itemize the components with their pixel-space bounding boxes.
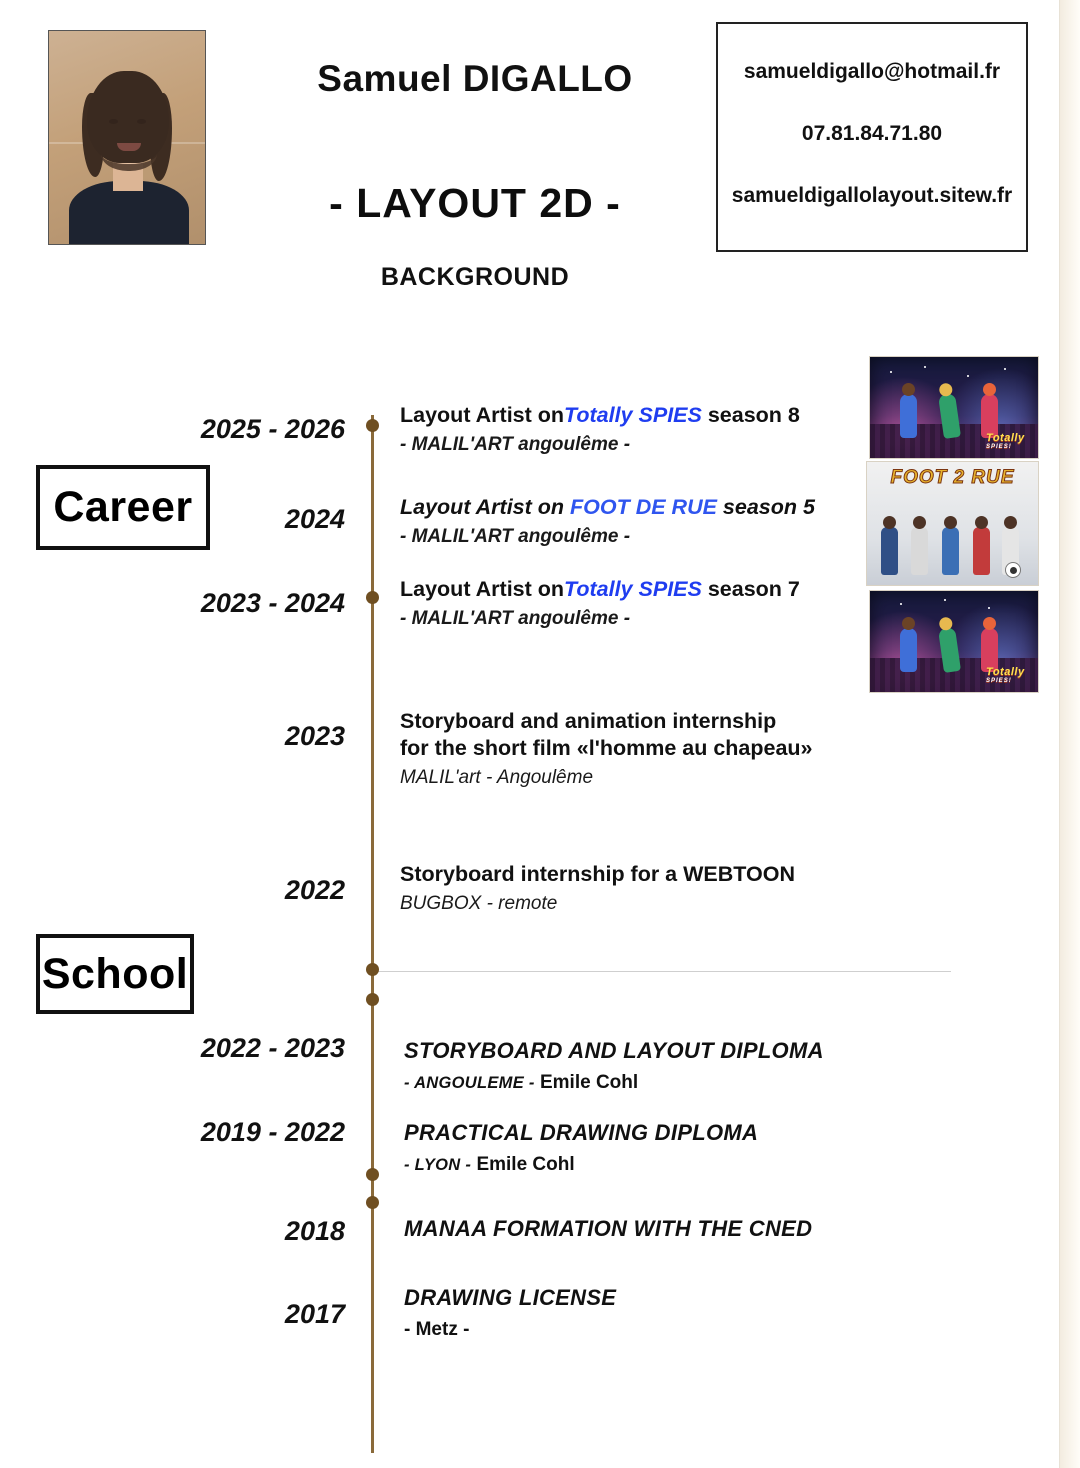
school-divider — [378, 971, 951, 972]
career-entry-title — [400, 576, 870, 603]
career-entry — [400, 494, 870, 548]
contact-box — [716, 22, 1028, 252]
school-entry — [404, 1038, 964, 1094]
foot-character — [942, 527, 959, 575]
career-year: 2022 — [284, 875, 345, 905]
school-year: 2019 - 2022 — [200, 1117, 345, 1147]
page-edge — [1060, 0, 1080, 1468]
contact-email[interactable]: samueldigallo@hotmail.fr — [743, 60, 1001, 83]
career-entry-title-show: Totally SPIES — [564, 403, 702, 427]
foot-character — [911, 527, 928, 575]
school-place: - Metz - — [404, 1319, 470, 1340]
career-year: 2024 — [284, 504, 345, 534]
career-entry-title-pre: Layout Artist on — [400, 495, 571, 519]
spies-logo-text: Totally — [986, 665, 1025, 678]
career-entry-title-pre: Layout Artist on — [400, 403, 565, 427]
school-place-name: Emile Cohl — [471, 1154, 575, 1175]
career-entry-title — [400, 494, 870, 521]
career-entry-studio: MALIL'art - Angoulême — [400, 766, 594, 788]
career-entry-studio: - MALIL'ART angoulême - — [400, 525, 631, 547]
school-year: 2018 — [284, 1216, 345, 1246]
career-entry — [400, 861, 920, 915]
soccer-ball-icon — [1005, 562, 1021, 578]
school-diploma: STORYBOARD AND LAYOUT DIPLOMA — [404, 1038, 824, 1063]
spies-artwork — [870, 357, 1038, 458]
spies-character — [900, 394, 917, 438]
school-entry — [404, 1216, 964, 1242]
photo-beard — [101, 135, 157, 171]
school-year: 2022 - 2023 — [200, 1033, 345, 1063]
job-title: - LAYOUT 2D - — [329, 180, 621, 226]
career-entry — [400, 576, 870, 630]
photo-eye-left — [109, 119, 118, 124]
avatar — [48, 30, 206, 245]
foot-de-rue-thumbnail — [866, 461, 1039, 586]
career-entry — [400, 708, 900, 789]
school-place-city: - LYON - — [404, 1156, 472, 1174]
career-entry-title-pre: Layout Artist on — [400, 577, 565, 601]
spies-character — [900, 628, 917, 672]
timeline-axis — [371, 415, 374, 1453]
totally-spies-season-8-thumbnail — [869, 356, 1039, 459]
spies-logo-subtext: SPIES! — [986, 677, 1012, 684]
spies-logo — [986, 666, 1025, 684]
photo-eye-right — [137, 119, 146, 124]
career-entry-title: Storyboard internship for a WEBTOON — [400, 862, 795, 886]
spies-logo — [986, 432, 1025, 450]
school-place — [404, 1072, 964, 1094]
page-title: Samuel DIGALLO — [317, 58, 633, 99]
career-entry-studio: BUGBOX - remote — [400, 892, 558, 914]
job-subtitle: BACKGROUND — [380, 263, 570, 291]
career-entry-title-post: season 8 — [701, 403, 800, 427]
contact-phone[interactable]: 07.81.84.71.80 — [801, 122, 943, 145]
timeline-dot — [366, 1168, 379, 1181]
career-entry-studio: - MALIL'ART angoulême - — [400, 433, 631, 455]
school-place — [404, 1154, 964, 1176]
section-label-career: Career — [53, 483, 193, 531]
school-place-city: - ANGOULEME - — [404, 1074, 535, 1092]
career-entry-title-post: season 7 — [701, 577, 800, 601]
career-entry — [400, 402, 870, 456]
career-entry-studio: - MALIL'ART angoulême - — [400, 607, 631, 629]
foot-de-rue-logo: FOOT 2 RUE — [890, 467, 1015, 488]
spies-artwork — [870, 591, 1038, 692]
timeline-dot — [366, 591, 379, 604]
timeline-dot — [366, 993, 379, 1006]
timeline-dot — [366, 1196, 379, 1209]
career-year: 2025 - 2026 — [200, 414, 345, 444]
career-entry-title-show: FOOT DE RUE — [570, 495, 717, 519]
timeline-dot — [366, 963, 379, 976]
career-year: 2023 - 2024 — [200, 588, 345, 618]
school-place-name: Emile Cohl — [534, 1072, 639, 1093]
spies-logo-text: Totally — [986, 431, 1025, 444]
school-diploma: DRAWING LICENSE — [404, 1285, 617, 1310]
school-year: 2017 — [284, 1299, 345, 1329]
section-header-school — [36, 934, 194, 1014]
foot-character — [973, 527, 990, 575]
spies-logo-subtext: SPIES! — [986, 443, 1012, 450]
school-entry — [404, 1285, 964, 1341]
career-entry-title-post: season 5 — [716, 495, 815, 519]
foot-artwork — [867, 462, 1038, 585]
timeline-dot — [366, 419, 379, 432]
career-entry-title — [400, 402, 870, 429]
foot-character — [881, 527, 898, 575]
career-entry-title-line2: for the short film «l'homme au chapeau» — [400, 735, 813, 760]
contact-website[interactable]: samueldigallolayout.sitew.fr — [731, 184, 1013, 207]
career-year: 2023 — [284, 721, 345, 751]
school-diploma: MANAA FORMATION WITH THE CNED — [404, 1216, 813, 1241]
career-entry-title: Storyboard and animation internship — [400, 709, 777, 733]
section-label-school: School — [41, 949, 189, 998]
school-entry — [404, 1120, 964, 1176]
career-entry-title-show: Totally SPIES — [564, 577, 702, 601]
school-diploma: PRACTICAL DRAWING DIPLOMA — [404, 1120, 759, 1145]
totally-spies-season-7-thumbnail — [869, 590, 1039, 693]
